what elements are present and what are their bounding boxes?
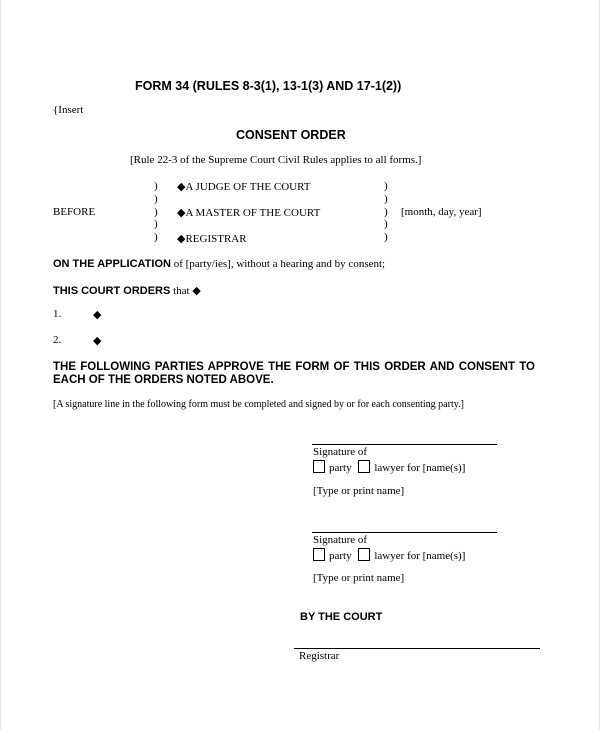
party-checkbox[interactable]	[313, 548, 325, 561]
signature-instruction: [A signature line in the following form must be completed and signed by or for each consenting party.]	[53, 399, 464, 410]
signature-label: Signature of	[313, 534, 368, 546]
diamond-bullet-icon: ◆	[177, 207, 186, 219]
registrar-label: Registrar	[299, 650, 340, 662]
signatory-options: party lawyer for [name(s)]	[313, 460, 465, 474]
before-option-registrar: ◆REGISTRAR	[177, 233, 247, 245]
lawyer-checkbox[interactable]	[358, 548, 370, 561]
diamond-bullet-icon: ◆	[93, 309, 102, 321]
application-line: ON THE APPLICATION of [party/ies], without a hearing and by consent;	[53, 258, 386, 270]
date-field: [month, day, year]	[401, 206, 482, 218]
left-parens: ) ) ) ) )	[154, 180, 158, 244]
registrar-signature-line	[294, 648, 540, 649]
signatory-options: party lawyer for [name(s)]	[313, 548, 465, 562]
before-label: BEFORE	[53, 206, 96, 218]
signature-line	[312, 444, 497, 445]
order-item-1: 1. ◆	[53, 308, 102, 321]
before-option-master: ◆A MASTER OF THE COURT	[177, 207, 321, 219]
rule-note: [Rule 22-3 of the Supreme Court Civil Rules applies to all forms.]	[130, 154, 422, 166]
diamond-bullet-icon: ◆	[177, 181, 186, 193]
before-option-judge: ◆A JUDGE OF THE COURT	[177, 181, 311, 193]
approval-statement: THE FOLLOWING PARTIES APPROVE THE FORM OF THIS ORDER AND CONSENT TO EACH OF THE ORDERS NOTED ABOVE.	[53, 361, 535, 386]
lawyer-checkbox[interactable]	[358, 460, 370, 473]
signature-line	[312, 532, 497, 533]
print-name-field[interactable]: [Type or print name]	[313, 572, 405, 584]
form-title: FORM 34 (RULES 8-3(1), 13-1(3) AND 17-1(2))	[135, 79, 402, 93]
signature-label: Signature of	[313, 446, 368, 458]
diamond-bullet-icon: ◆	[93, 335, 102, 347]
document-title: CONSENT ORDER	[236, 128, 346, 142]
insert-note: {Insert	[53, 104, 84, 116]
diamond-bullet-icon: ◆	[177, 233, 186, 245]
by-the-court-heading: BY THE COURT	[300, 611, 383, 623]
diamond-bullet-icon: ◆	[192, 285, 201, 297]
party-checkbox[interactable]	[313, 460, 325, 473]
order-item-2: 2. ◆	[53, 334, 102, 347]
orders-line: THIS COURT ORDERS that ◆	[53, 285, 201, 297]
print-name-field[interactable]: [Type or print name]	[313, 485, 405, 497]
right-parens: ) ) ) ) )	[384, 180, 388, 244]
